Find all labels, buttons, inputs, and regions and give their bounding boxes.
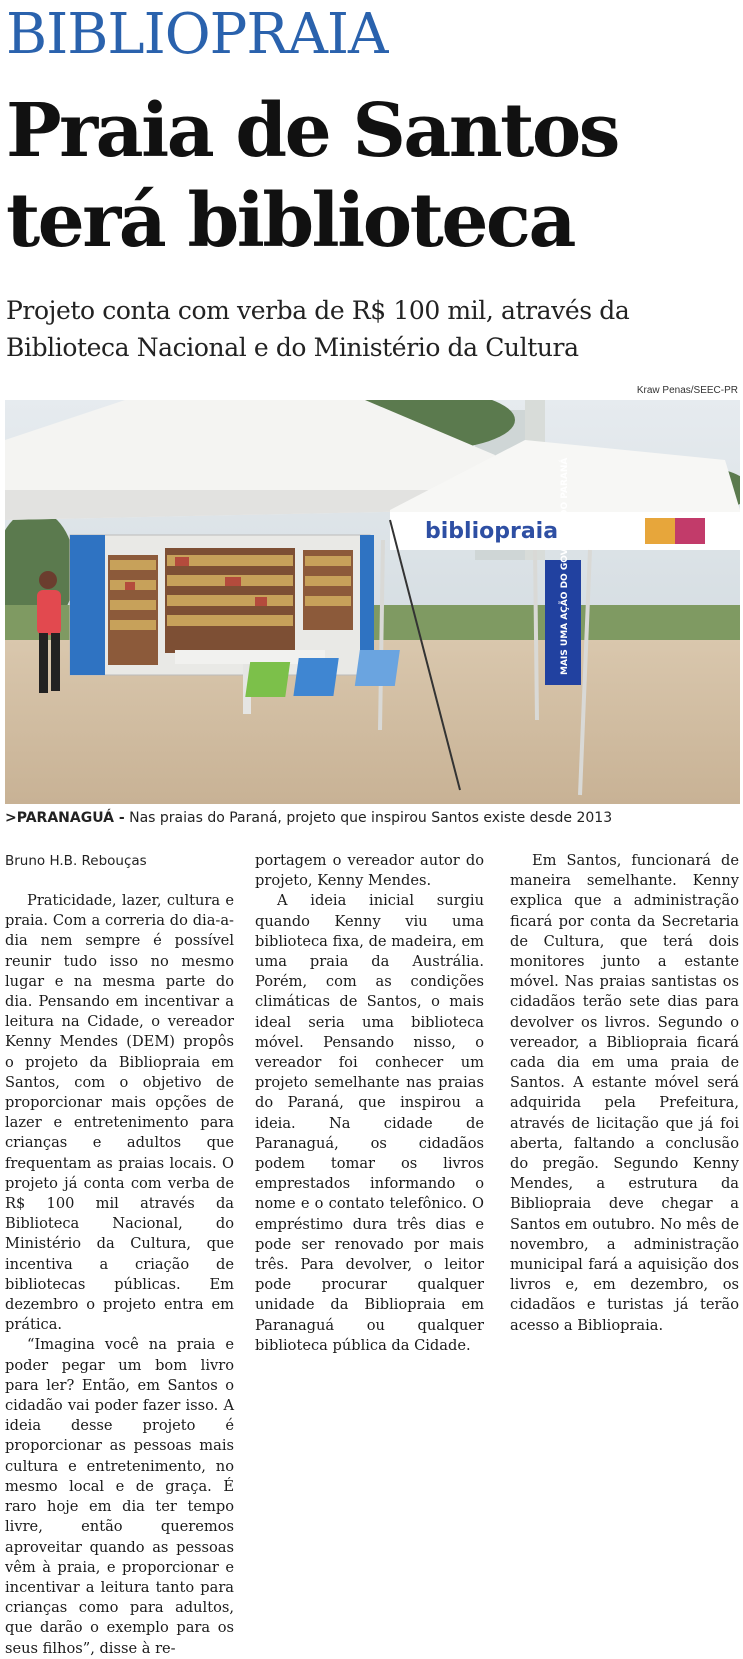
banner-text: MAIS UMA AÇÃO DO GOVERNO DO PARANÁ (560, 457, 570, 675)
photo-credit: Kraw Penas/SEEC-PR (636, 385, 738, 396)
column-1 (5, 891, 234, 1659)
caption-label: >PARANAGUÁ - (5, 810, 125, 826)
subheadline: Projeto conta com verba de R$ 100 mil, através da Biblioteca Nacional e do Ministério da Cultura (6, 296, 630, 362)
paragraph: Praticidade, lazer, cultura e praia. Com a correria do dia-a-dia nem sempre é possível reunir tudo isso no mesmo lugar e na mesma parte do dia. Pensando em incentivar a leitura na Cidade, o vereador Kenny Mendes (DEM) propôs o projeto da Bibliopraia em Santos, com o objetivo de proporcionar mais opções de lazer e entretenimento para crianças e adultos que frequentam as praias locais. O projeto já conta com verba de R$ 100 mil através da Biblioteca Nacional, do Ministério da Cultura, que incentiva a criação de bibliotecas públicas. Em dezembro o projeto entra em prática. (5, 892, 234, 1334)
paragraph-continuation: portagem o vereador autor do projeto, Kenny Mendes. (255, 852, 484, 890)
headline-line-2: terá biblioteca (6, 178, 574, 264)
column-2 (255, 851, 484, 1356)
paragraph: Em Santos, funcionará de maneira semelhante. Kenny explica que a administração ficará por conta da Secretaria de Cultura, que terá dois monitores junto a estante móvel. Nas praias santistas os cidadãos terão sete dias para devolver os livros. Segundo o vereador, a Bibliopraia ficará cada dia em uma praia de Santos. A estante móvel será adquirida pela Prefeitura, através de licitação que já foi aberta, faltando a conclusão do pregão. Segundo Kenny Mendes, a estrutura da Bibliopraia deve chegar a Santos em outubro. No mês de novembro, a administração municipal fará a aquisição dos livros e, em dezembro, os cidadãos e turistas já terão acesso a Bibliopraia. (510, 852, 739, 1334)
headline-line-1: Praia de Santos (6, 88, 618, 174)
paragraph: A ideia inicial surgiu quando Kenny viu uma biblioteca fixa, de madeira, em uma praia da Austrália. Porém, com as condições climáticas de Santos, o mais ideal seria uma biblioteca móvel. Pensando nisso, o vereador foi conhecer um projeto semelhante nas praias do Paraná, que inspirou a ideia. Na cidade de Paranaguá, os cidadãos podem tomar os livros emprestados informando o nome e o contato telefônico. O empréstimo dura três dias e pode ser renovado por mais três. Para devolver, o leitor pode procurar qualquer unidade da Bibliopraia em Paranaguá ou qualquer biblioteca pública da Cidade. (255, 892, 484, 1354)
byline: Bruno H.B. Rebouças (5, 853, 147, 869)
caption-text: Nas praias do Paraná, projeto que inspirou Santos existe desde 2013 (124, 810, 613, 826)
beach-library-illustration (5, 400, 740, 804)
paragraph: “Imagina você na praia e poder pegar um bom livro para ler? Então, em Santos o cidadão vai poder fazer isso. A ideia desse projeto é proporcionar as pessoas mais cultura e entretenimento, no mesmo local e de graça. É raro hoje em dia ter tempo livre, então queremos aproveitar quando as pessoas vêm à praia, e proporcionar e incentivar a leitura tanto para crianças como para adultos, que darão o exemplo para os seus filhos”, disse à re- (5, 1336, 234, 1657)
photo-caption (5, 810, 740, 826)
tent-logo-text: bibliopraia (425, 519, 559, 544)
section-title: BIBLIOPRAIA (6, 2, 388, 67)
headline (6, 86, 741, 266)
column-3 (510, 851, 739, 1336)
article-photo (5, 400, 740, 804)
